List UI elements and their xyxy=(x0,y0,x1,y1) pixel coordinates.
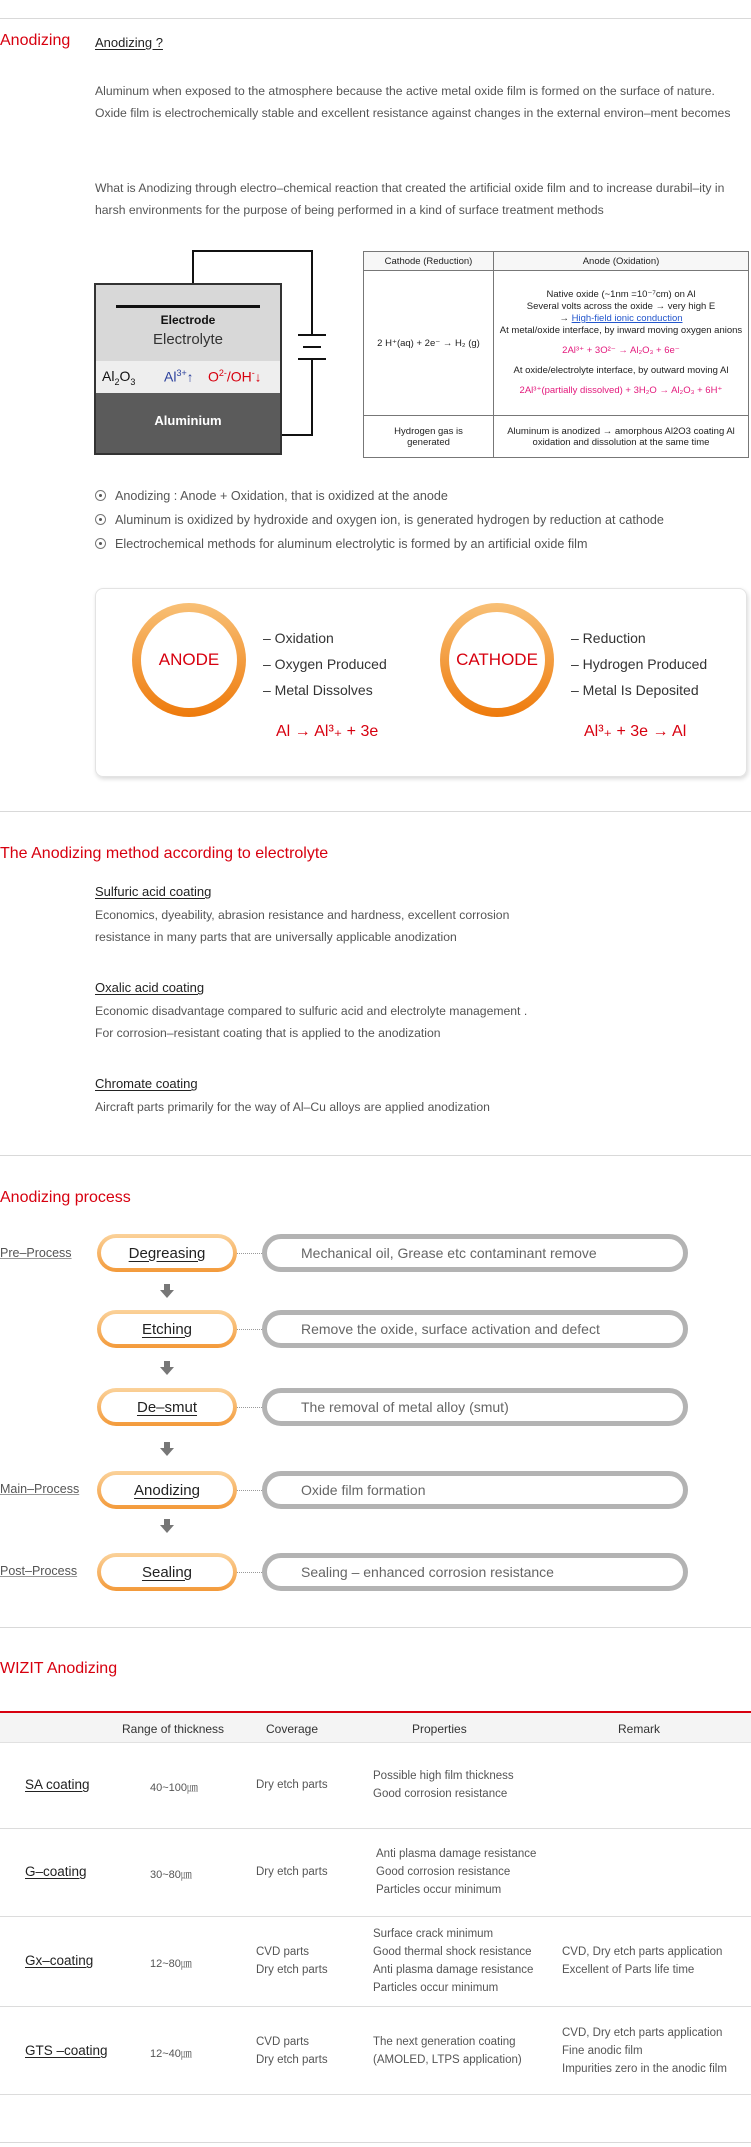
coating-coverage: CVD parts Dry etch parts xyxy=(256,1946,328,1976)
electrolyte-label: Electrolyte xyxy=(152,331,224,348)
bullet-item: Anodizing : Anode + Oxidation, that is oxidized at the anode xyxy=(95,489,448,503)
method-name: Oxalic acid coating xyxy=(95,980,205,995)
anode-result: Aluminum is anodized → amorphous Al2O3 coating Al oxidation and dissolution at the same time xyxy=(494,416,749,458)
header-remark: Remark xyxy=(618,1722,661,1736)
table-row xyxy=(0,1917,751,2007)
coating-name: SA coating xyxy=(25,1777,90,1792)
process-step xyxy=(97,1388,237,1426)
coating-thickness: 40~100㎛ xyxy=(150,1782,199,1794)
anode-properties: – Oxidation – Oxygen Produced – Metal Dissolves xyxy=(263,630,387,698)
bullet-item: Aluminum is oxidized by hydroxide and oxygen ion, is generated hydrogen by reduction at cathode xyxy=(95,513,664,527)
anode-line-2: Several volts across the oxide → very high E xyxy=(526,301,716,312)
electrode-bar xyxy=(116,305,260,308)
bullet-icon xyxy=(95,490,106,501)
cathode-result: Hydrogen gas is generated xyxy=(364,416,494,458)
section-divider xyxy=(0,1155,751,1156)
wizit-table-header xyxy=(0,1713,751,1743)
coating-name: G–coating xyxy=(25,1864,87,1879)
up-arrow-icon: ↑ xyxy=(186,369,194,385)
bullet-icon xyxy=(95,514,106,525)
anodizing-paragraph-2: What is Anodizing through electro–chemical reaction that created the artificial oxide film and to increase durabil–ity in harsh environments for the purpose of being performed in a kind of surface treatment methods xyxy=(95,181,725,217)
header-coverage: Coverage xyxy=(266,1722,319,1736)
process-step xyxy=(97,1310,237,1348)
process-step xyxy=(97,1234,237,1272)
connector xyxy=(237,1572,262,1573)
process-step-name: Etching xyxy=(101,1314,233,1344)
connector xyxy=(237,1490,262,1491)
coating-properties: Anti plasma damage resistance Good corrosion resistance Particles occur minimum xyxy=(376,1848,537,1896)
process-step-description: The removal of metal alloy (smut) xyxy=(262,1388,688,1426)
anode-line-4: At metal/oxide interface, by inward moving oxygen anions xyxy=(499,325,743,336)
aluminium-label: Aluminium xyxy=(154,413,222,428)
section-divider xyxy=(0,811,751,812)
down-arrow-icon xyxy=(160,1448,174,1456)
process-step xyxy=(97,1553,237,1591)
down-arrow-icon xyxy=(160,1367,174,1375)
coating-properties: Surface crack minimum Good thermal shock resistance Anti plasma damage resistance Particles occur minimum xyxy=(373,1928,534,1994)
process-step-description: Oxide film formation xyxy=(262,1471,688,1509)
anode-equation-1: 2Al³⁺ + 3O²⁻ → Al₂O₃ + 6e⁻ xyxy=(562,345,680,356)
anodizing-question: Anodizing ? xyxy=(95,35,163,50)
process-step-name: Anodizing xyxy=(101,1475,233,1505)
method-description: Economics, dyeability, abrasion resistance and hardness, excellent corrosion resistance in many parts that are universally applicable anodization xyxy=(95,908,510,944)
anode-line-3: → High-field ionic conduction xyxy=(559,313,683,324)
anode-equation: Al → Al³₊ + 3e xyxy=(276,723,379,740)
cathode-properties: – Reduction – Hydrogen Produced – Metal Is Deposited xyxy=(571,630,708,698)
process-step xyxy=(97,1471,237,1509)
reaction-table xyxy=(363,251,749,458)
oxide-formula: $Al_2O_3$ xyxy=(102,368,136,387)
bullet-icon xyxy=(95,538,106,549)
section-title-wizit: WIZIT Anodizing xyxy=(0,1660,118,1677)
section-title-anodizing: Anodizing xyxy=(0,32,71,49)
coating-thickness: 30~80㎛ xyxy=(150,1869,192,1881)
header-thickness: Range of thickness xyxy=(122,1722,225,1736)
anode-ring xyxy=(132,603,246,717)
process-step-description: Remove the oxide, surface activation and defect xyxy=(262,1310,688,1348)
coating-properties: Possible high film thickness Good corrosion resistance xyxy=(373,1770,514,1800)
method-description: Economic disadvantage compared to sulfuric acid and electrolyte management . For corrosion–resistant coating that is applied to the anodization xyxy=(95,1004,528,1040)
electrolyte-layer xyxy=(96,285,280,361)
coating-thickness: 12~40㎛ xyxy=(150,2048,192,2060)
pre-process-label: Pre–Process xyxy=(0,1246,72,1260)
coating-thickness: 12~80㎛ xyxy=(150,1958,192,1970)
cathode-equation: 2 H⁺(aq) + 2e⁻ → H₂ (g) xyxy=(364,271,494,416)
header-properties: Properties xyxy=(412,1722,467,1736)
table-row xyxy=(0,1829,751,1917)
section-title-process: Anodizing process xyxy=(0,1189,131,1206)
post-process-label: Post–Process xyxy=(0,1564,78,1578)
top-divider xyxy=(0,18,751,19)
down-arrow-icon: ↓ xyxy=(254,369,262,385)
anode-column-header: Anode (Oxidation) xyxy=(494,252,749,271)
connector xyxy=(237,1329,262,1330)
anode-cathode-panel xyxy=(95,588,747,777)
anode-equation-2: 2Al³⁺(partially dissolved) + 3H₂O → Al₂O₃ + 6H⁺ xyxy=(519,385,723,396)
coating-name: GTS –coating xyxy=(25,2043,108,2058)
anodizing-paragraph-1: Aluminum when exposed to the atmosphere because the active metal oxide film is formed on the surface of nature. Oxide film is electrochemically stable and excellent resistance against changes in the external environ–ment becomes xyxy=(95,84,731,120)
cathode-column-header: Cathode (Reduction) xyxy=(364,252,494,271)
coating-properties: The next generation coating (AMOLED, LTPS application) xyxy=(373,2036,522,2066)
bottom-divider xyxy=(0,2142,751,2143)
battery-icon xyxy=(298,334,326,336)
coating-coverage: CVD parts Dry etch parts xyxy=(256,2036,328,2066)
coating-coverage: Dry etch parts xyxy=(256,1779,328,1791)
section-title-methods: The Anodizing method according to electrolyte xyxy=(0,845,329,862)
coating-remark: CVD, Dry etch parts application Fine anodic film Impurities zero in the anodic film xyxy=(562,2027,727,2075)
oxide-layer xyxy=(96,361,280,393)
table-row xyxy=(0,1743,751,1829)
al-ion-label: $Al^{3+}↑$ xyxy=(164,368,194,385)
down-arrow-icon xyxy=(160,1290,174,1298)
section-divider xyxy=(0,1627,751,1628)
method-description: Aircraft parts primarily for the way of Al–Cu alloys are applied anodization xyxy=(95,1100,490,1114)
coating-coverage: Dry etch parts xyxy=(256,1866,328,1878)
coating-remark: CVD, Dry etch parts application Excellent of Parts life time xyxy=(562,1946,723,1976)
process-step-name: De–smut xyxy=(101,1392,233,1422)
anode-line-1: Native oxide (~1nm =10⁻⁷cm) on Al xyxy=(546,289,696,300)
cathode-equation: Al³₊ + 3e → Al xyxy=(584,723,687,740)
process-step-name: Sealing xyxy=(101,1557,233,1587)
anode-line-5: At oxide/electrolyte interface, by outward moving Al xyxy=(513,365,729,376)
bullet-item: Electrochemical methods for aluminum electrolytic is formed by an artificial oxide film xyxy=(95,537,587,551)
process-step-description: Mechanical oil, Grease etc contaminant remove xyxy=(262,1234,688,1272)
process-step-description: Sealing – enhanced corrosion resistance xyxy=(262,1553,688,1591)
process-step-name: Degreasing xyxy=(101,1238,233,1268)
electrode-label: Electrode xyxy=(160,313,216,327)
cathode-ring xyxy=(440,603,554,717)
high-field-conduction-link[interactable]: High-field ionic conduction xyxy=(571,313,683,324)
anode-label: ANODE xyxy=(141,612,237,708)
method-name: Chromate coating xyxy=(95,1076,198,1091)
connector xyxy=(237,1407,262,1408)
oxygen-ion-label: $O^{2-}/OH^-↓$ xyxy=(208,368,262,385)
main-process-label: Main–Process xyxy=(0,1482,80,1496)
aluminium-layer xyxy=(96,393,280,453)
table-row xyxy=(0,2007,751,2095)
cathode-label: CATHODE xyxy=(449,612,545,708)
connector xyxy=(237,1253,262,1254)
coating-name: Gx–coating xyxy=(25,1953,94,1968)
down-arrow-icon xyxy=(160,1525,174,1533)
method-name: Sulfuric acid coating xyxy=(95,884,212,899)
